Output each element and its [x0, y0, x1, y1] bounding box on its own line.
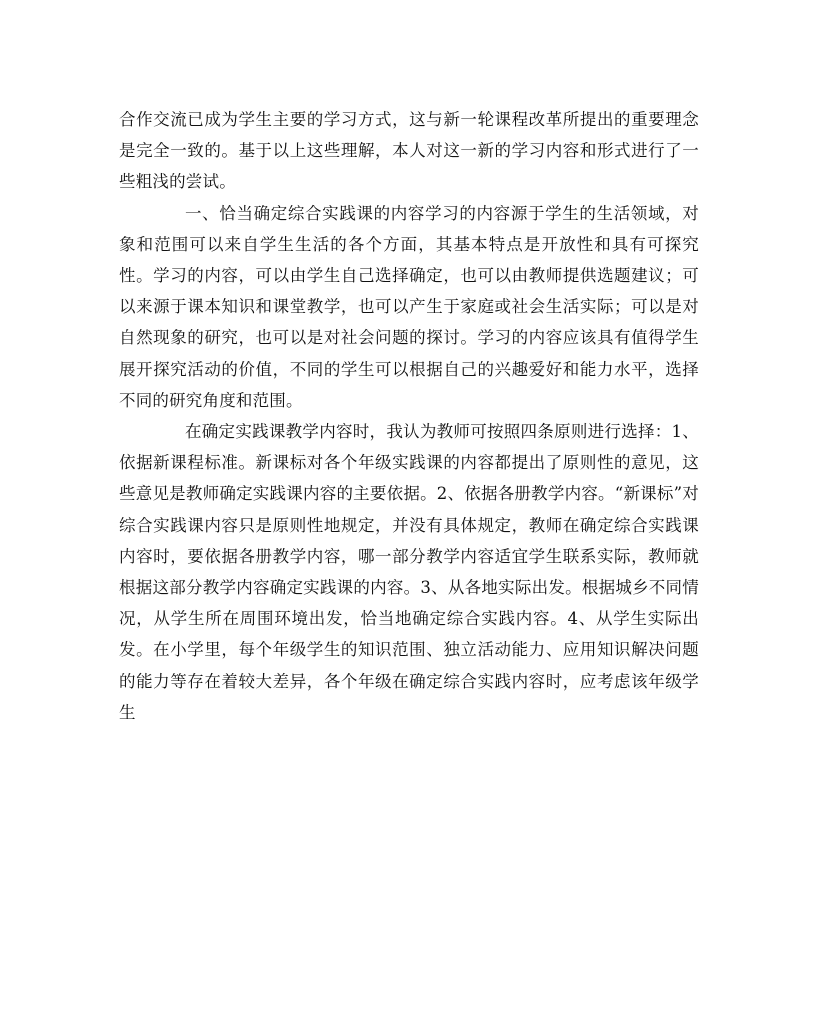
- paragraph-3: 在确定实践课教学内容时，我认为教师可按照四条原则进行选择：1、依据新课程标准。新课标对各个年级实践课的内容都提出了原则性的意见，这些意见是教师确定实践课内容的主要依据。2、依据各册教学内容。“新课标”对综合实践课内容只是原则性地规定，并没有具体规定，教师在确定综合实践课内容时，要依据各册教学内容，哪一部分教学内容适宜学生联系实际，教师就根据这部分教学内容确定实践课的内容。3、从各地实际出发。根据城乡不同情况，从学生所在周围环境出发，恰当地确定综合实践内容。4、从学生实际出发。在小学里，每个年级学生的知识范围、独立活动能力、应用知识解决问题的能力等存在着较大差异，各个年级在确定综合实践内容时，应考虑该年级学生: [119, 422, 699, 722]
- paragraph-2: 一、恰当确定综合实践课的内容学习的内容源于学生的生活领域，对象和范围可以来自学生生活的各个方面，其基本特点是开放性和具有可探究性。学习的内容，可以由学生自己选择确定，也可以由教师提供选题建议；可以来源于课本知识和课堂教学，也可以产生于家庭或社会生活实际；可以是对自然现象的研究，也可以是对社会问题的探讨。学习的内容应该具有值得学生展开探究活动的价值，不同的学生可以根据自己的兴趣爱好和能力水平，选择不同的研究角度和范围。: [119, 203, 699, 410]
- document-body: [119, 104, 699, 728]
- paragraph-1: 合作交流已成为学生主要的学习方式，这与新一轮课程改革所提出的重要理念是完全一致的。基于以上这些理解，本人对这一新的学习内容和形式进行了一些粗浅的尝试。: [119, 110, 699, 192]
